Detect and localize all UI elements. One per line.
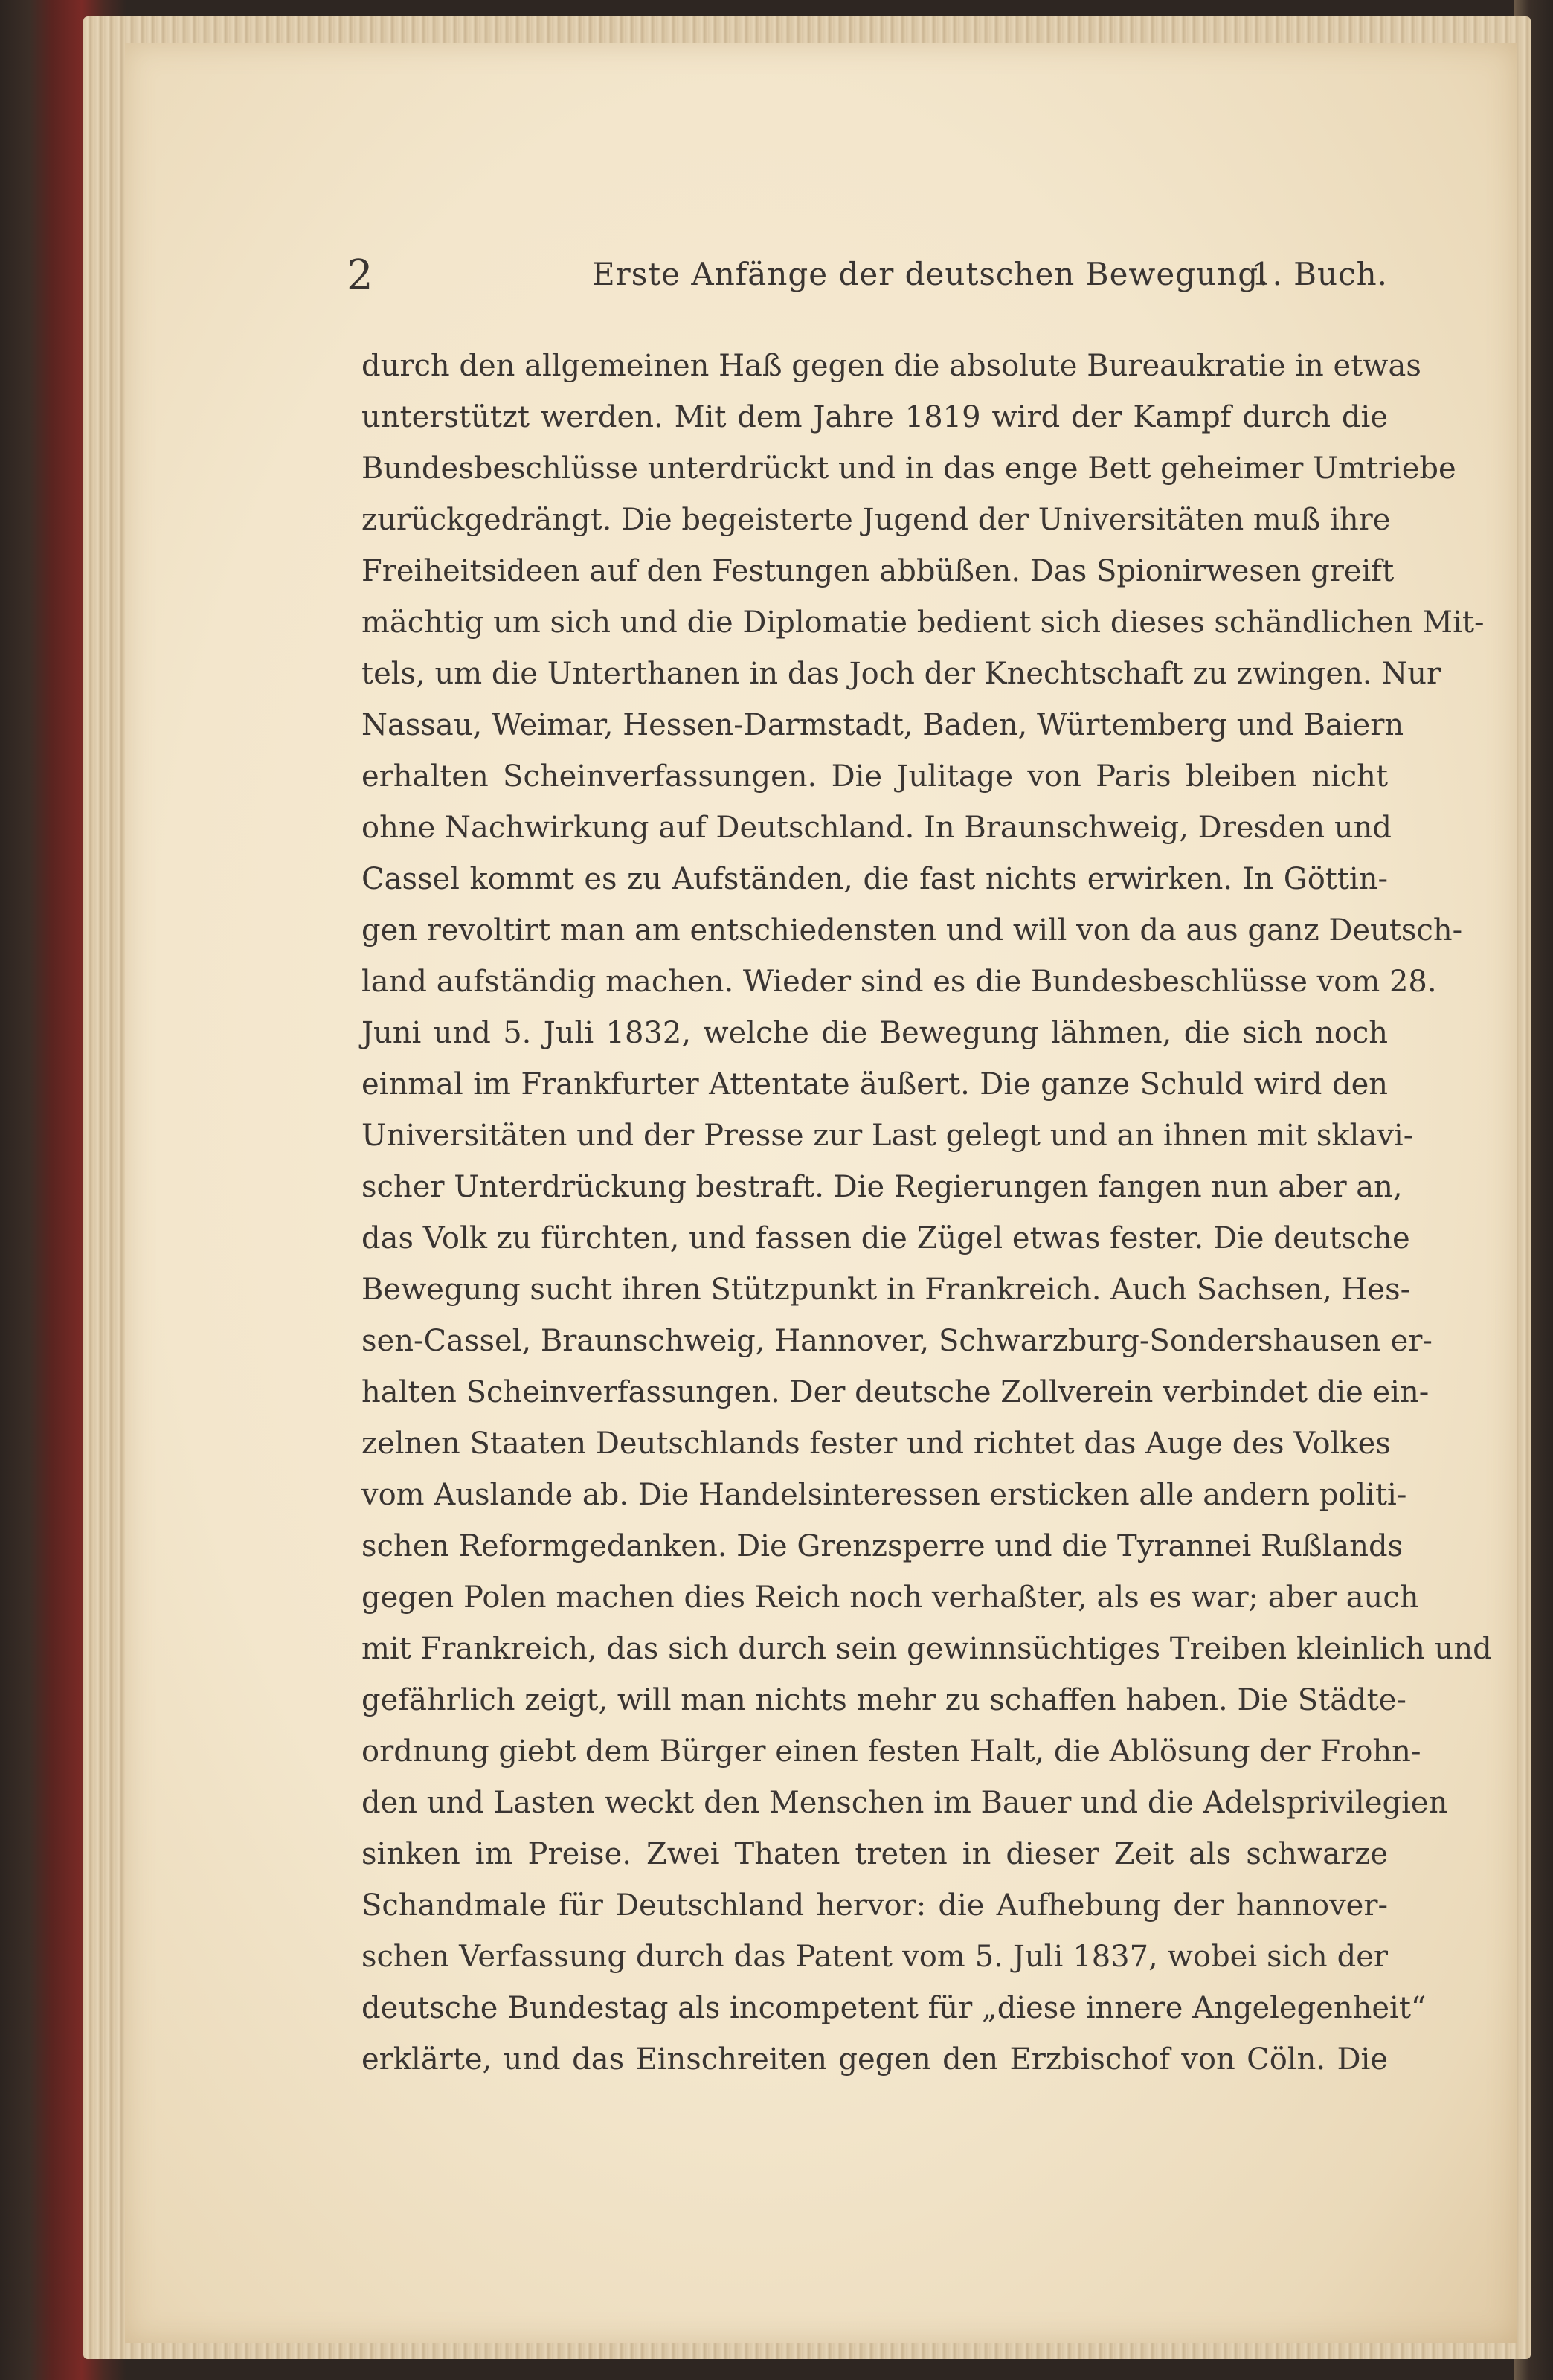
text-line: zurückgedrängt. Die begeisterte Jugend der Universitäten muß ihre — [361, 503, 1391, 537]
text-line: halten Scheinverfassungen. Der deutsche Zollverein verbindet die ein- — [361, 1375, 1430, 1409]
text-line: gegen Polen machen dies Reich noch verhaßter, als es war; aber auch — [361, 1580, 1419, 1615]
text-line: Juni und 5. Juli 1832, welche die Bewegung lähmen, die sich noch — [361, 1016, 1388, 1050]
text-line: unterstützt werden. Mit dem Jahre 1819 wird der Kampf durch die — [361, 400, 1388, 434]
text-line: Bundesbeschlüsse unterdrückt und in das enge Bett geheimer Umtriebe — [361, 451, 1456, 486]
text-line: den und Lasten weckt den Menschen im Bauer und die Adelsprivilegien — [361, 1786, 1448, 1820]
text-line: deutsche Bundestag als incompetent für „diese innere Angelegenheit“ — [361, 1991, 1427, 2025]
text-line: einmal im Frankfurter Attentate äußert. Die ganze Schuld wird den — [361, 1067, 1388, 1101]
text-line: erhalten Scheinverfassungen. Die Julitage von Paris bleiben nicht — [361, 759, 1388, 794]
text-line: ordnung giebt dem Bürger einen festen Halt, die Ablösung der Frohn- — [361, 1734, 1421, 1769]
body-text — [361, 341, 1492, 2085]
text-line: mit Frankreich, das sich durch sein gewinnsüchtiges Treiben kleinlich und — [361, 1632, 1492, 1666]
page-number: 2 — [347, 251, 374, 300]
text-line: mächtig um sich und die Diplomatie bedient sich dieses schändlichen Mit- — [361, 605, 1485, 640]
text-line: durch den allgemeinen Haß gegen die absolute Bureaukratie in etwas — [361, 349, 1421, 383]
book-reference: 1. Buch. — [1251, 256, 1388, 292]
running-head — [347, 251, 1388, 311]
text-line: gefährlich zeigt, will man nichts mehr zu schaffen haben. Die Städte- — [361, 1683, 1406, 1717]
text-line: zelnen Staaten Deutschlands fester und richtet das Auge des Volkes — [361, 1427, 1391, 1461]
text-line: schen Reformgedanken. Die Grenzsperre und die Tyrannei Rußlands — [361, 1529, 1404, 1563]
text-line: das Volk zu fürchten, und fassen die Zügel etwas fester. Die deutsche — [361, 1221, 1410, 1255]
text-line: ohne Nachwirkung auf Deutschland. In Braunschweig, Dresden und — [361, 811, 1392, 845]
text-line: Freiheitsideen auf den Festungen abbüßen. Das Spionirwesen greift — [361, 554, 1395, 588]
text-line: Cassel kommt es zu Aufständen, die fast nichts erwirken. In Göttin- — [361, 862, 1388, 896]
text-line: erklärte, und das Einschreiten gegen den Erzbischof von Cöln. Die — [361, 2042, 1388, 2077]
text-line: schen Verfassung durch das Patent vom 5. Juli 1837, wobei sich der — [361, 1940, 1388, 1974]
running-head-title: Erste Anfänge der deutschen Bewegung. — [592, 256, 1270, 292]
text-line: sen-Cassel, Braunschweig, Hannover, Schwarzburg-Sondershausen er- — [361, 1324, 1433, 1358]
text-line: vom Auslande ab. Die Handelsinteressen ersticken alle andern politi- — [361, 1478, 1407, 1512]
text-line: sinken im Preise. Zwei Thaten treten in dieser Zeit als schwarze — [361, 1837, 1388, 1871]
text-line: Bewegung sucht ihren Stützpunkt in Frankreich. Auch Sachsen, Hes- — [361, 1273, 1411, 1307]
text-line: gen revoltirt man am entschiedensten und will von da aus ganz Deutsch- — [361, 913, 1463, 948]
text-line: Nassau, Weimar, Hessen-Darmstadt, Baden, Würtemberg und Baiern — [361, 708, 1404, 742]
text-line: tels, um die Unterthanen in das Joch der Knechtschaft zu zwingen. Nur — [361, 657, 1441, 691]
text-line: Schandmale für Deutschland hervor: die Aufhebung der hannover- — [361, 1888, 1388, 1923]
text-line: land aufständig machen. Wieder sind es die Bundesbeschlüsse vom 28. — [361, 965, 1437, 999]
text-line: scher Unterdrückung bestraft. Die Regierungen fangen nun aber an, — [361, 1170, 1403, 1204]
text-line: Universitäten und der Presse zur Last gelegt und an ihnen mit sklavi- — [361, 1119, 1414, 1153]
